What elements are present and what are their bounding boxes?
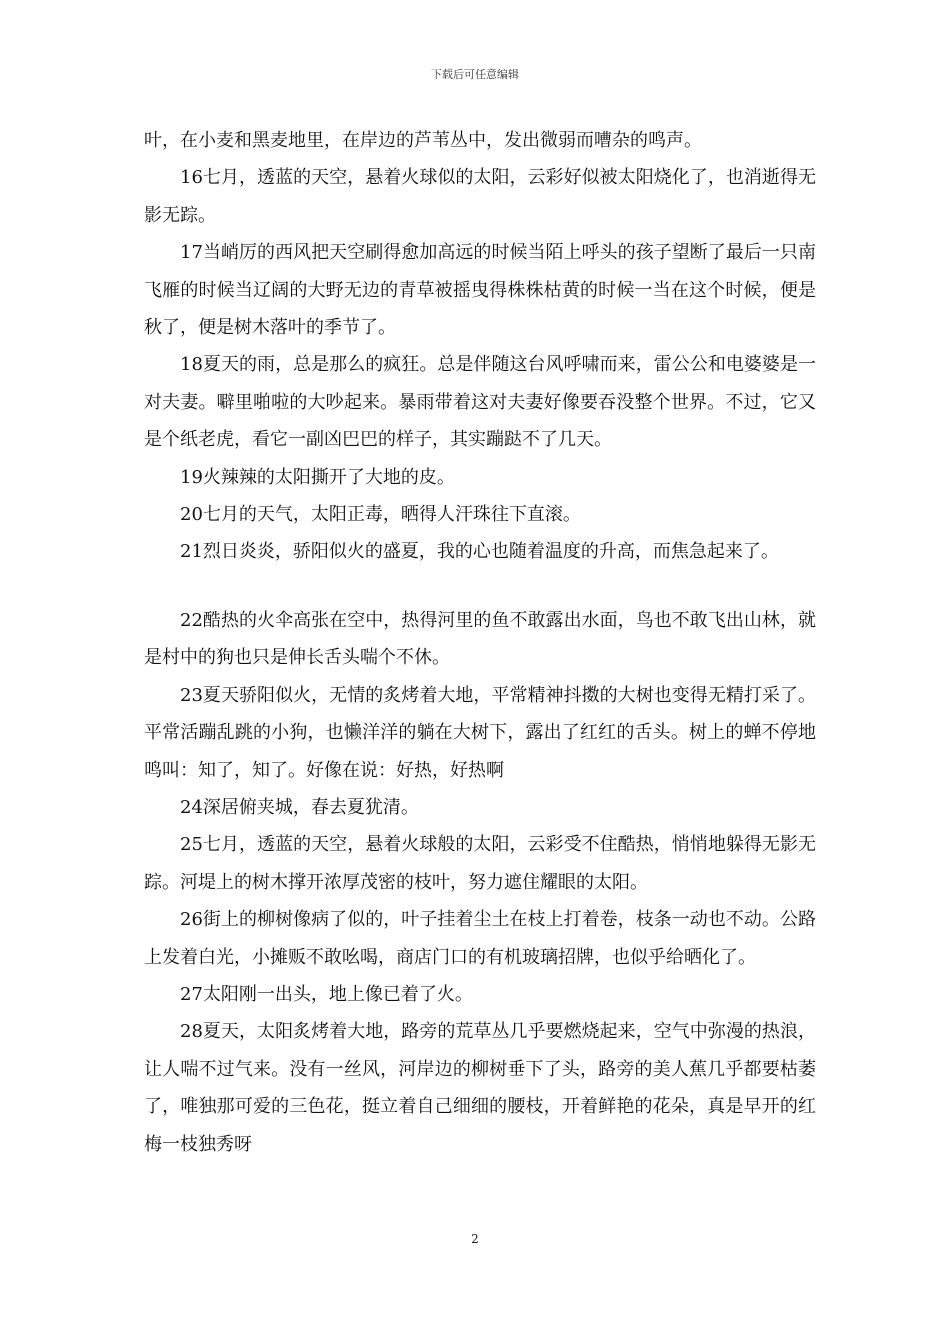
paragraph-26: 26街上的柳树像病了似的，叶子挂着尘土在枝上打着卷，枝条一动也不动。公路上发着白光，小摊贩不敢吆喝，商店门口的有机玻璃招牌，也似乎给晒化了。 bbox=[144, 909, 816, 968]
paragraph-continued: 叶，在小麦和黑麦地里，在岸边的芦苇丛中，发出微弱而嘈杂的鸣声。 bbox=[144, 130, 702, 151]
paragraph-22: 22酷热的火伞高张在空中，热得河里的鱼不敢露出水面，鸟也不敢飞出山林，就是村中的狗也只是伸长舌头喘个不休。 bbox=[144, 609, 816, 669]
paragraph-28: 28夏天，太阳炙烤着大地，路旁的荒草丛几乎要燃烧起来，空气中弥漫的热浪，让人喘不过气来。没有一丝风，河岸边的柳树垂下了头，路旁的美人蕉几乎都要枯萎了，唯独那可爱的三色花，挺立着自己细细的腰枝，开着鲜艳的花朵，真是早开的红梅一枝独秀呀 bbox=[144, 1021, 816, 1155]
paragraph-18: 18夏天的雨，总是那么的疯狂。总是伴随这台风呼啸而来，雷公公和电婆婆是一对夫妻。噼里啪啦的大吵起来。暴雨带着这对夫妻好像要吞没整个世界。不过，它又是个纸老虎，看它一副凶巴巴的样子，其实蹦跶不了几天。 bbox=[144, 354, 816, 451]
paragraph-25: 25七月，透蓝的天空，悬着火球般的太阳，云彩受不住酷热，悄悄地躲得无影无踪。河堤上的树木撑开浓厚茂密的枝叶，努力遮住耀眼的太阳。 bbox=[144, 834, 816, 893]
paragraph-24: 24深居俯夹城，春去夏犹清。 bbox=[180, 796, 419, 818]
paragraph-27: 27太阳刚一出头，地上像已着了火。 bbox=[180, 983, 473, 1005]
page-number: 2 bbox=[471, 1232, 479, 1246]
paragraph-17: 17当峭厉的西风把天空刷得愈加高远的时候当陌上呼头的孩子望断了最后一只南飞雁的时候当辽阔的大野无边的青草被摇曳得株株枯黄的时候一当在这个时候，便是秋了，便是树木落叶的季节了。 bbox=[144, 242, 816, 339]
paragraph-16: 16七月，透蓝的天空，悬着火球似的太阳，云彩好似被太阳烧化了，也消逝得无影无踪。 bbox=[144, 167, 816, 226]
page-header: 下载后可任意编辑 bbox=[431, 68, 519, 81]
paragraph-19: 19火辣辣的太阳撕开了大地的皮。 bbox=[180, 466, 455, 488]
paragraph-20: 20七月的天气，太阳正毒，晒得人汗珠往下直滚。 bbox=[180, 504, 581, 526]
document-body bbox=[144, 122, 816, 1163]
paragraph-21: 21烈日炎炎，骄阳似火的盛夏，我的心也随着温度的升高，而焦急起来了。 bbox=[180, 541, 779, 563]
paragraph-23: 23夏天骄阳似火，无情的炙烤着大地，平常精神抖擞的大树也变得无精打采了。平常活蹦乱跳的小狗，也懒洋洋的躺在大树下，露出了红红的舌头。树上的蝉不停地鸣叫：知了，知了。好像在说：好热，好热啊 bbox=[144, 684, 816, 781]
